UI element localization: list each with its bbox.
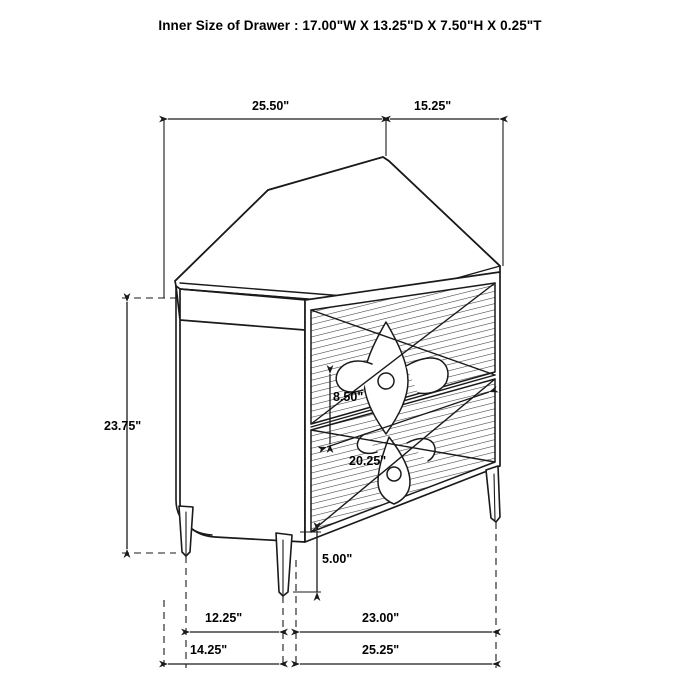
page-title: Inner Size of Drawer : 17.00"W X 13.25"D X 7.50"H X 0.25"T xyxy=(158,18,542,33)
dim-top-side-depth-label: 15.25" xyxy=(414,99,452,113)
dim-top-front-width-label: 25.50" xyxy=(252,99,290,113)
dim-drawer-height-label: 8.50" xyxy=(333,390,364,404)
dim-drawer-width-label: 20.25" xyxy=(349,454,387,468)
dim-base-front-width-label: 23.00" xyxy=(362,611,400,625)
dim-bottom-side-depth-label: 14.25" xyxy=(190,643,228,657)
cabinet-left-side xyxy=(176,286,305,542)
dim-leg-height-label: 5.00" xyxy=(322,552,353,566)
nightstand-illustration xyxy=(175,157,500,596)
dim-base-side-depth-label: 12.25" xyxy=(205,611,243,625)
dim-bottom-front-width-label: 25.25" xyxy=(362,643,400,657)
dim-overall-height-label: 23.75" xyxy=(104,419,142,433)
